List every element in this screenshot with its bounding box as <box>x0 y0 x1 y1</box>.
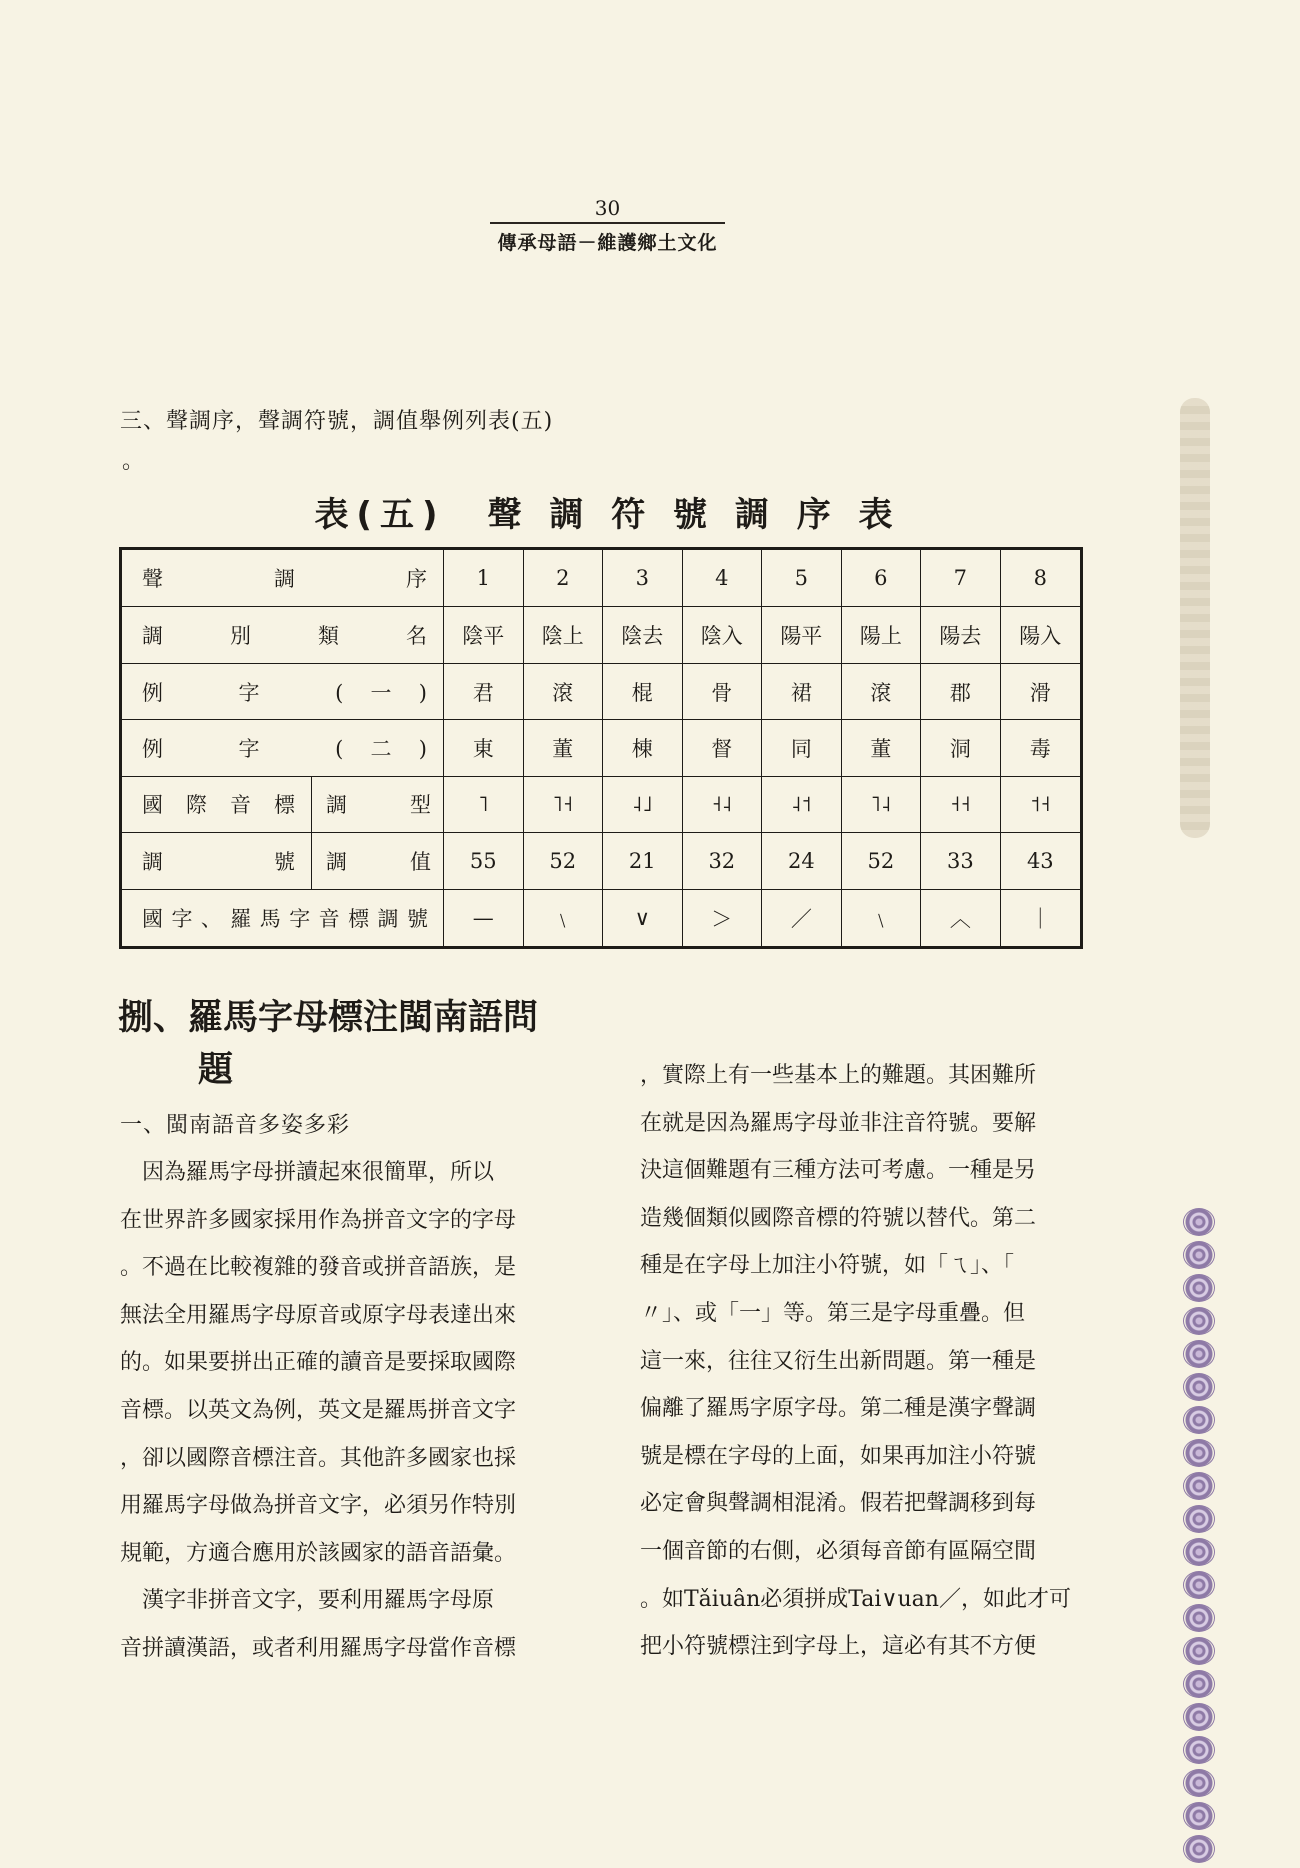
text-line: 因為羅馬字母拼讀起來很簡單，所以 <box>120 1160 495 1185</box>
decorative-ornament-strip <box>1183 1208 1215 1868</box>
row-label-tone-name: 調 別 類 名 <box>121 607 444 663</box>
table-cell: ﹨ <box>523 889 603 947</box>
ornament-icon <box>1183 1472 1215 1500</box>
table-cell: ˧˧ <box>921 776 1001 832</box>
decorative-side-bar <box>1180 398 1210 838</box>
table-cell: — <box>444 889 524 947</box>
table-cell: 陰入 <box>682 607 762 663</box>
text-line: 決這個難題有三種方法可考慮。一種是另 <box>640 1158 1037 1184</box>
table-cell: 55 <box>444 833 524 889</box>
table-cell: 陰平 <box>444 607 524 663</box>
tone-table <box>119 547 1083 949</box>
table-cell: 棟 <box>603 720 683 776</box>
row-label-contour: 調 型 <box>312 776 444 832</box>
text-line: 音拼讀漢語，或者利用羅馬字母當作音標 <box>120 1635 517 1661</box>
table-cell: 滾 <box>523 663 603 719</box>
table-cell: 24 <box>762 833 842 889</box>
text-line: 無法全用羅馬字母原音或原字母表達出來 <box>120 1302 517 1328</box>
text-line: 音標。以英文為例，英文是羅馬拼音文字 <box>120 1397 517 1423</box>
table-cell: 52 <box>523 833 603 889</box>
text-line: 用羅馬字母做為拼音文字，必須另作特別 <box>120 1493 517 1519</box>
ornament-icon <box>1183 1241 1215 1269</box>
table-cell: ﹨ <box>841 889 921 947</box>
table-cell: 毒 <box>1000 720 1081 776</box>
table-cell: 陰去 <box>603 607 683 663</box>
table-cell: ˦˧ <box>1000 776 1081 832</box>
text-line: 造幾個類似國際音標的符號以替代。第二 <box>640 1205 1037 1231</box>
text-line: 必定會與聲調相混淆。假若把聲調移到每 <box>640 1491 1037 1517</box>
table-cell: ∨ <box>603 889 683 947</box>
table-cell: 陰上 <box>523 607 603 663</box>
table-cell: 陽去 <box>921 607 1001 663</box>
table-cell: ＞ <box>682 889 762 947</box>
ornament-icon <box>1183 1373 1215 1401</box>
table-row <box>121 607 1082 663</box>
table-cell: 骨 <box>682 663 762 719</box>
text-line: ，卻以國際音標注音。其他許多國家也採 <box>120 1445 517 1471</box>
right-column <box>640 1052 1085 1671</box>
header-rule <box>490 222 725 224</box>
row-label-example-2: 例 字 (二) <box>121 720 444 776</box>
ornament-icon <box>1183 1307 1215 1335</box>
table-title: 表(五) 聲 調 符 號 調 序 表 <box>314 495 901 535</box>
table-row <box>121 889 1082 947</box>
ornament-icon <box>1183 1571 1215 1599</box>
text-line: 〃」、或「一」等。第三是字母重疊。但 <box>640 1300 1026 1326</box>
left-column <box>120 1149 560 1673</box>
ornament-icon <box>1183 1340 1215 1368</box>
section-heading-line: 題 <box>198 1049 234 1090</box>
row-label-ipa: 國際音標 <box>121 776 312 832</box>
text-line: 。如Tǎiuân必須拼成Tai∨uan／，如此才可 <box>640 1586 1071 1612</box>
text-line: 。不過在比較複雜的發音或拼音語族，是 <box>120 1255 517 1281</box>
text-line: 號是標在字母的上面，如果再加注小符號 <box>640 1443 1037 1469</box>
row-label-tone-mark: 調 號 <box>121 833 312 889</box>
section-heading <box>118 992 568 1096</box>
table-cell: 棍 <box>603 663 683 719</box>
table-cell: 陽平 <box>762 607 842 663</box>
table-cell: 董 <box>523 720 603 776</box>
table-row <box>121 833 1082 889</box>
table-cell: 1 <box>444 549 524 607</box>
text-line: 的。如果要拼出正確的讀音是要採取國際 <box>120 1350 517 1376</box>
ornament-icon <box>1183 1505 1215 1533</box>
ornament-icon <box>1183 1274 1215 1302</box>
table-cell: 裙 <box>762 663 842 719</box>
table-cell: 陽入 <box>1000 607 1081 663</box>
table-cell: 2 <box>523 549 603 607</box>
table-row <box>121 720 1082 776</box>
table-cell: 君 <box>444 663 524 719</box>
table-cell: ˥˧ <box>523 776 603 832</box>
subheading: 一、閩南語音多姿多彩 <box>120 1113 351 1138</box>
table-cell: 33 <box>921 833 1001 889</box>
ornament-icon <box>1183 1439 1215 1467</box>
table-cell: ｜ <box>1000 889 1081 947</box>
ornament-icon <box>1183 1769 1215 1797</box>
table-cell: 3 <box>603 549 683 607</box>
ornament-icon <box>1183 1736 1215 1764</box>
row-label-example-1: 例 字 (一) <box>121 663 444 719</box>
text-line: 在世界許多國家採用作為拼音文字的字母 <box>120 1207 517 1233</box>
table-cell: 5 <box>762 549 842 607</box>
table-cell: ˥ <box>444 776 524 832</box>
row-label-tone-value: 調 值 <box>312 833 444 889</box>
ornament-icon <box>1183 1802 1215 1830</box>
table-cell: 32 <box>682 833 762 889</box>
table-cell: 督 <box>682 720 762 776</box>
table-row <box>121 663 1082 719</box>
table-cell: ˨˩ <box>603 776 683 832</box>
ornament-icon <box>1183 1670 1215 1698</box>
section-heading-line: 捌、羅馬字母標注閩南語問 <box>118 997 539 1038</box>
table-cell: 滾 <box>841 663 921 719</box>
text-line: 規範，方適合應用於該國家的語音語彙。 <box>120 1540 517 1566</box>
table-cell: 43 <box>1000 833 1081 889</box>
table-cell: 郡 <box>921 663 1001 719</box>
text-line: 漢字非拼音文字，要利用羅馬字母原 <box>120 1588 495 1614</box>
table-cell: 東 <box>444 720 524 776</box>
text-line: 一個音節的右側，必須每音節有區隔空間 <box>640 1538 1037 1564</box>
intro-text: 三、聲調序，聲調符號，調值舉例列表(五) <box>120 409 554 434</box>
text-line: 把小符號標注到字母上，這必有其不方便 <box>640 1634 1037 1660</box>
table-cell: 陽上 <box>841 607 921 663</box>
table-row <box>121 549 1082 607</box>
text-line: 這一來，往往又衍生出新問題。第一種是 <box>640 1348 1037 1374</box>
ornament-icon <box>1183 1637 1215 1665</box>
ornament-icon <box>1183 1835 1215 1863</box>
table-cell: 21 <box>603 833 683 889</box>
table-cell: 8 <box>1000 549 1081 607</box>
table-cell: 6 <box>841 549 921 607</box>
intro-punctuation: 。 <box>122 449 145 474</box>
ornament-icon <box>1183 1604 1215 1632</box>
ornament-icon <box>1183 1406 1215 1434</box>
running-title: 傳承母語－維護鄉土文化 <box>497 232 718 254</box>
table-cell: 同 <box>762 720 842 776</box>
row-label-marks: 國字、羅馬字音標調號 <box>121 889 444 947</box>
ornament-icon <box>1183 1538 1215 1566</box>
table-cell: ˧˨ <box>682 776 762 832</box>
table-cell: ／ <box>762 889 842 947</box>
table-cell: 董 <box>841 720 921 776</box>
page-number: 30 <box>594 196 621 220</box>
table-row <box>121 776 1082 832</box>
text-line: 在就是因為羅馬字母並非注音符號。要解 <box>640 1110 1037 1136</box>
table-cell: ˨˦ <box>762 776 842 832</box>
table-cell: 7 <box>921 549 1001 607</box>
table-cell: 4 <box>682 549 762 607</box>
table-cell: 滑 <box>1000 663 1081 719</box>
ornament-icon <box>1183 1703 1215 1731</box>
table-cell: 洞 <box>921 720 1001 776</box>
table-cell: ˥˨ <box>841 776 921 832</box>
text-line: 偏離了羅馬字原字母。第二種是漢字聲調 <box>640 1396 1037 1422</box>
table-cell: ︿ <box>921 889 1001 947</box>
text-line: ，實際上有一些基本上的難題。其困難所 <box>640 1063 1037 1088</box>
row-label-tone-order: 聲 調 序 <box>121 549 444 607</box>
text-line: 種是在字母上加注小符號，如「ㄟ」、「 <box>640 1253 1015 1279</box>
ornament-icon <box>1183 1208 1215 1236</box>
table-cell: 52 <box>841 833 921 889</box>
